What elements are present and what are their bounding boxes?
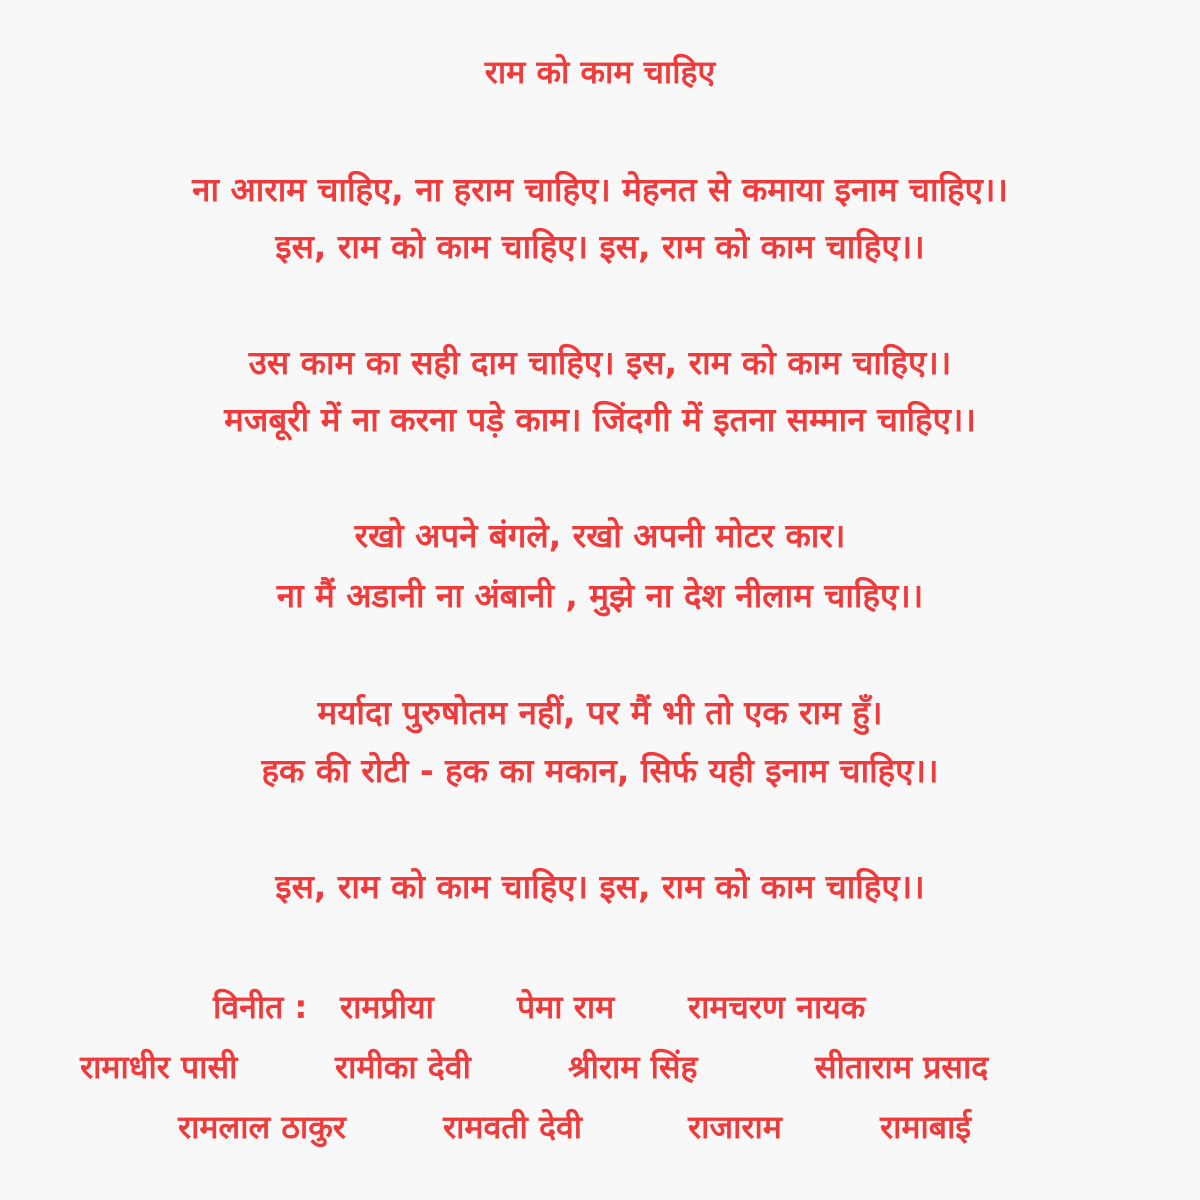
poem-line: हक की रोटी - हक का मकान, सिर्फ यही इनाम चाहिए।। [261,751,939,790]
poem-line: इस, राम को काम चाहिए। इस, राम को काम चाहिए।। [275,867,925,906]
poem-line: रखो अपने बंगले, रखो अपनी मोटर कार। [354,516,846,555]
signatory-name: रामाधीर पासी [80,1048,238,1086]
poem-title: राम को काम चाहिए [484,53,716,91]
signatory-name: रामलाल ठाकुर [178,1108,346,1146]
signatory-name: रामाबाई [880,1108,972,1146]
signatory-name: रामचरण नायक [688,988,866,1026]
poem-line: ना आराम चाहिए, ना हराम चाहिए। मेहनत से कमाया इनाम चाहिए।। [192,170,1008,209]
signatory-name: सीताराम प्रसाद [815,1048,989,1086]
poem-line: उस काम का सही दाम चाहिए। इस, राम को काम चाहिए।। [248,343,952,382]
poem-line: मजबूरी में ना करना पड़े काम। जिंदगी में इतना सम्मान चाहिए।। [224,400,976,439]
poem-line: इस, राम को काम चाहिए। इस, राम को काम चाहिए।। [275,227,925,266]
signatory-name: पेमा राम [517,988,615,1026]
poem-line: मर्यादा पुरुषोतम नहीं, पर मैं भी तो एक राम हुँ। [317,693,883,732]
signature-prefix: विनीत : [213,988,308,1026]
signatory-name: रामीका देवी [335,1048,471,1086]
signatory-name: रामवती देवी [443,1108,583,1146]
signatory-name: श्रीराम सिंह [568,1048,698,1086]
poem-line: ना मैं अडानी ना अंबानी , मुझे ना देश नीलाम चाहिए।। [276,576,924,615]
signatory-name: राजाराम [688,1108,782,1146]
signatory-name: रामप्रीया [340,988,434,1026]
